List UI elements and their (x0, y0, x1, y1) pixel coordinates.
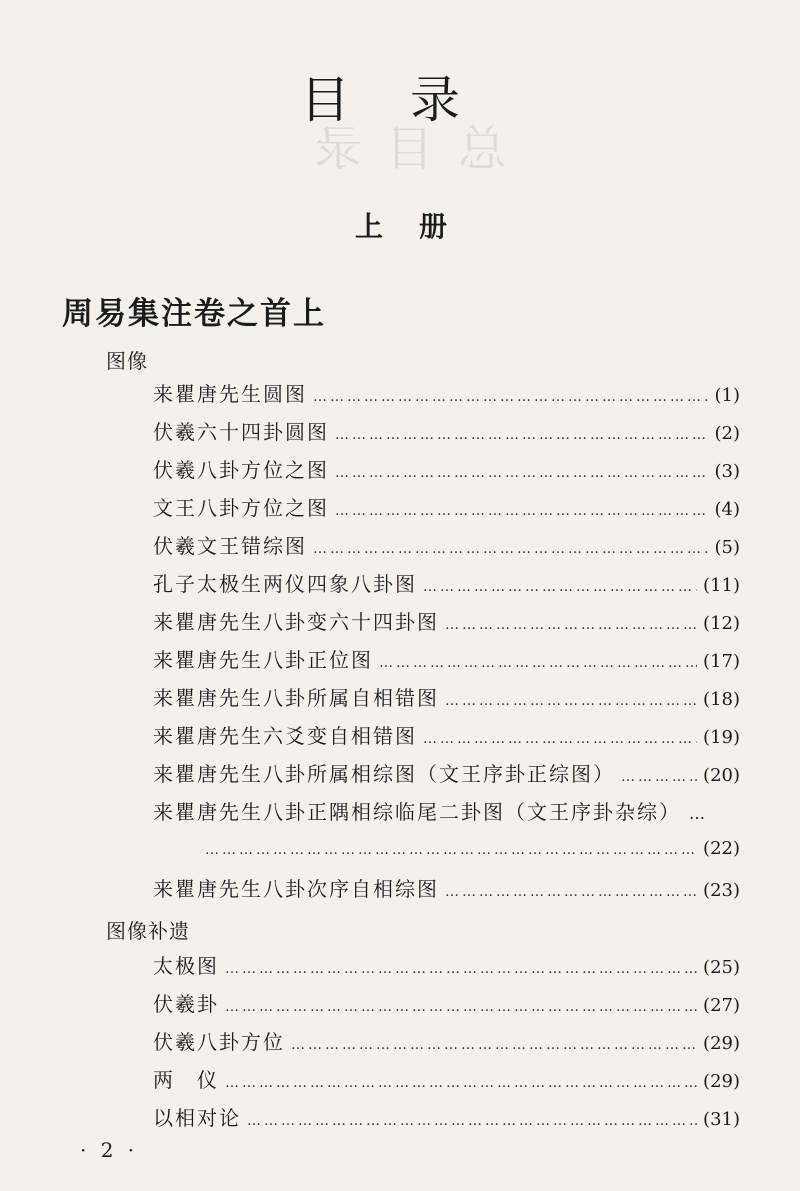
leader-dots (225, 999, 697, 1015)
toc-entry[interactable] (153, 606, 740, 636)
toc-entry[interactable] (153, 796, 740, 826)
leader-dots (205, 842, 697, 858)
toc-entry-title: 来瞿唐先生六爻变自相错图 (153, 724, 417, 748)
toc-entry-title: 来瞿唐先生八卦正位图 (153, 648, 373, 672)
show-through-decoration: 总目录 (290, 121, 507, 177)
toc-entry-title: 伏羲八卦方位 (153, 1030, 285, 1054)
toc-entry[interactable] (153, 1026, 740, 1056)
toc-entry[interactable] (153, 416, 740, 446)
toc-entry-page: (29) (703, 1071, 740, 1092)
toc-entry-title: 孔子太极生两仪四象八卦图 (153, 572, 417, 596)
toc-entry-title: 伏羲卦 (153, 992, 219, 1016)
toc-entry-page: (22) (703, 838, 740, 859)
toc-entry[interactable] (153, 950, 740, 980)
toc-entry-page: (20) (703, 765, 740, 786)
leader-dots (423, 579, 697, 595)
toc-entry[interactable] (153, 1102, 740, 1132)
toc-entry-title: 两 仪 (153, 1068, 219, 1092)
toc-entry[interactable] (153, 1064, 740, 1094)
toc-entry-title: 来瞿唐先生八卦变六十四卦图 (153, 610, 439, 634)
toc-entry-page: (19) (703, 727, 740, 748)
leader-dots (445, 617, 697, 633)
leader-dots (225, 1075, 697, 1091)
toc-entry-title: 文王八卦方位之图 (153, 496, 329, 520)
leader-dots (247, 1113, 697, 1129)
toc-entry-page: (25) (703, 957, 740, 978)
page-number-footer: · 2 · (80, 1138, 139, 1162)
group-title-images: 图像 (106, 349, 148, 373)
toc-entry[interactable] (153, 682, 740, 712)
toc-entry[interactable] (153, 644, 740, 674)
toc-entry-title: 伏羲八卦方位之图 (153, 458, 329, 482)
trailing-ellipsis: … (689, 804, 705, 823)
volume-title: 上册 (355, 210, 484, 243)
toc-entry[interactable] (153, 378, 740, 408)
toc-entry-page: (2) (714, 423, 740, 444)
toc-entry-title: 伏羲六十四卦圆图 (153, 420, 329, 444)
toc-entry-title: 来瞿唐先生八卦所属相综图（文王序卦正综图） (153, 762, 615, 786)
toc-entry[interactable] (153, 454, 740, 484)
toc-entry[interactable] (153, 568, 740, 598)
toc-entry-continuation[interactable] (205, 838, 740, 868)
toc-entry[interactable] (153, 530, 740, 560)
toc-entry[interactable] (153, 758, 740, 788)
leader-dots (445, 693, 697, 709)
toc-entry-page: (3) (714, 461, 740, 482)
toc-entry-title: 来瞿唐先生八卦正隅相综临尾二卦图（文王序卦杂综） (153, 800, 681, 824)
toc-entry[interactable] (153, 720, 740, 750)
toc-entry[interactable] (153, 492, 740, 522)
toc-entry-title: 伏羲文王错综图 (153, 534, 307, 558)
leader-dots (225, 961, 697, 977)
toc-entry-page: (17) (703, 651, 740, 672)
toc-entry-title: 来瞿唐先生八卦次序自相综图 (153, 877, 439, 901)
leader-dots (335, 503, 709, 519)
toc-entry-page: (27) (703, 995, 740, 1016)
toc-entry[interactable] (153, 873, 740, 903)
toc-entry-page: (4) (714, 499, 740, 520)
section-title: 周易集注卷之首上 (62, 296, 326, 332)
leader-dots (335, 427, 709, 443)
toc-entry-title: 来瞿唐先生八卦所属自相错图 (153, 686, 439, 710)
toc-entry-page: (1) (714, 385, 740, 406)
leader-dots (423, 731, 697, 747)
toc-entry[interactable] (153, 988, 740, 1018)
leader-dots (335, 465, 709, 481)
toc-entry-page: (23) (703, 880, 740, 901)
group-title-image-supplements: 图像补遗 (106, 919, 190, 943)
leader-dots (291, 1037, 697, 1053)
toc-entry-title: 以相对论 (153, 1106, 241, 1130)
leader-dots (313, 389, 709, 405)
toc-entry-title: 来瞿唐先生圆图 (153, 382, 307, 406)
leader-dots (313, 541, 709, 557)
toc-entry-page: (5) (714, 537, 740, 558)
toc-entry-page: (29) (703, 1033, 740, 1054)
leader-dots (379, 655, 697, 671)
toc-entry-page: (31) (703, 1109, 740, 1130)
page-title: 目录 (300, 71, 520, 129)
leader-dots (445, 884, 697, 900)
toc-entry-page: (18) (703, 689, 740, 710)
leader-dots (621, 769, 697, 785)
toc-entry-page: (11) (703, 575, 740, 596)
toc-entry-page: (12) (703, 613, 740, 634)
toc-entry-title: 太极图 (153, 954, 219, 978)
